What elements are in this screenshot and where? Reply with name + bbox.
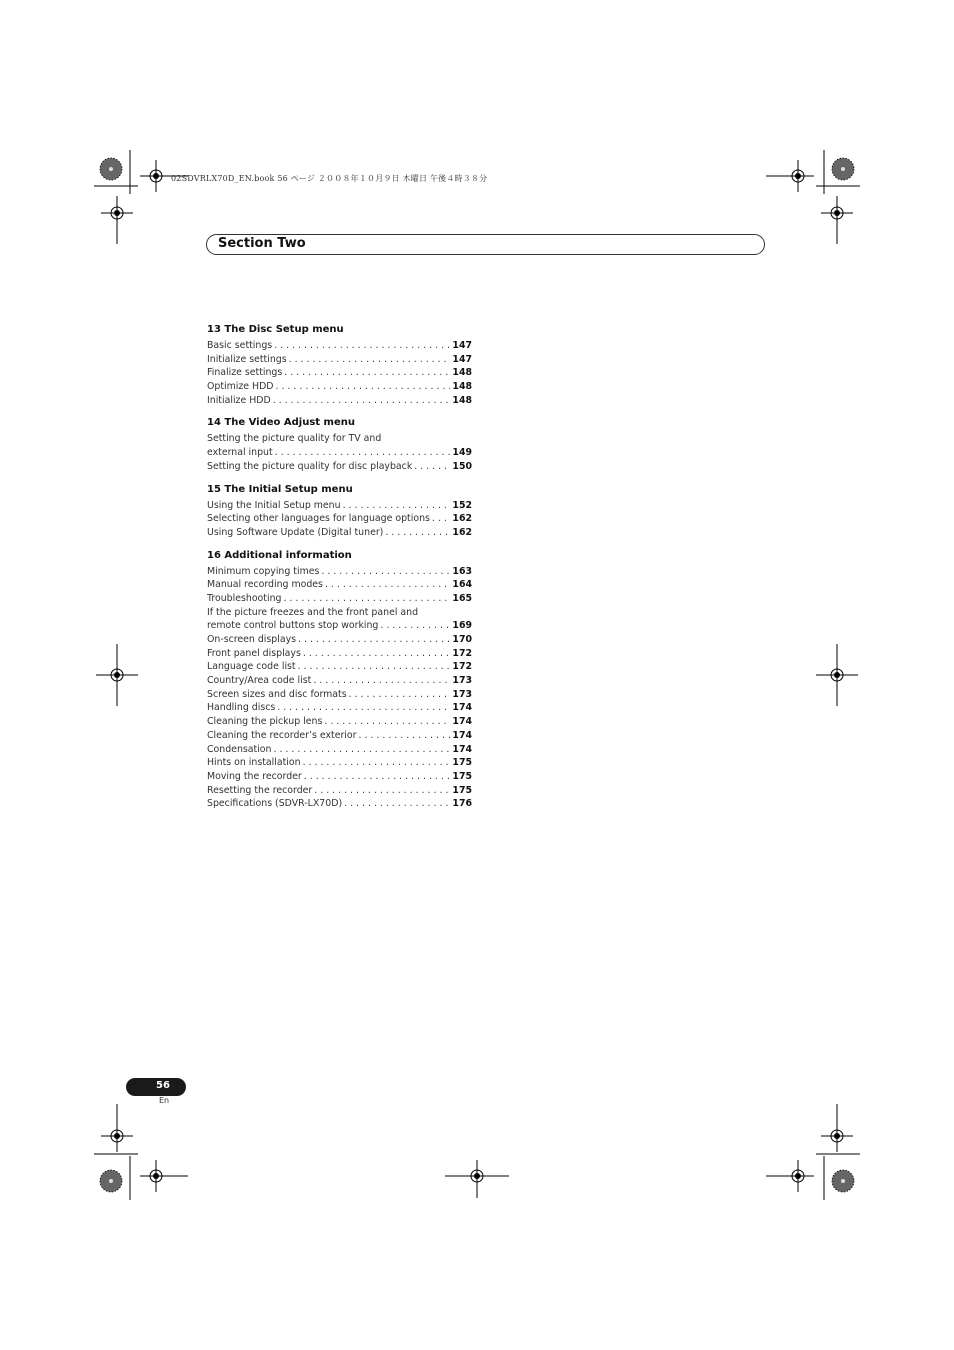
toc-entry-title: Initialize settings (207, 353, 287, 365)
toc-entry-title: Front panel displays (207, 647, 301, 659)
toc-entry-title: Cleaning the recorder’s exterior (207, 729, 357, 741)
toc-entry-title: Initialize HDD (207, 394, 271, 406)
toc-dot-leader (298, 660, 451, 674)
toc-entry-page: 149 (452, 447, 472, 459)
toc-entry-page: 175 (452, 784, 472, 796)
toc-entry-page: 162 (452, 526, 472, 538)
toc-entry[interactable] (207, 578, 472, 592)
toc-entry-page: 169 (452, 620, 472, 632)
toc-entry-page: 174 (452, 743, 472, 755)
toc-entry[interactable] (207, 394, 472, 408)
toc-entry[interactable] (207, 446, 472, 460)
toc-entry-title: Using the Initial Setup menu (207, 499, 341, 511)
toc-entry-page: 176 (452, 798, 472, 810)
toc-entry[interactable] (207, 756, 472, 770)
toc-entry[interactable] (207, 660, 472, 674)
toc-dot-leader (275, 446, 451, 460)
toc-section-heading: 15 The Initial Setup menu (207, 483, 353, 495)
toc-entry[interactable] (207, 460, 472, 474)
section-header-bar (206, 234, 765, 255)
toc-entry[interactable] (207, 366, 472, 380)
toc-dot-leader (298, 633, 450, 647)
toc-entry[interactable] (207, 674, 472, 688)
toc-entry-first-line: Setting the picture quality for TV and (207, 433, 382, 445)
toc-dot-leader (349, 688, 451, 702)
toc-entry-page: 163 (452, 565, 472, 577)
toc-entry[interactable] (207, 526, 472, 540)
toc-dot-leader (385, 526, 450, 540)
toc-dot-leader (274, 339, 450, 353)
toc-section (207, 415, 472, 473)
toc-entry[interactable] (207, 565, 472, 579)
toc-dot-leader (325, 578, 450, 592)
toc-dot-leader (313, 674, 450, 688)
toc-entry[interactable] (207, 512, 472, 526)
toc-entry-title: Condensation (207, 743, 272, 755)
toc-dot-leader (432, 512, 451, 526)
toc-section-heading: 16 Additional information (207, 549, 352, 561)
toc-entry-title: external input (207, 447, 273, 459)
toc-dot-leader (321, 565, 450, 579)
toc-dot-leader (324, 715, 450, 729)
toc-entry-title: Country/Area code list (207, 675, 312, 687)
toc-entry-page: 152 (452, 499, 472, 511)
toc-dot-leader (273, 743, 450, 757)
toc-entry-page: 148 (452, 381, 472, 393)
toc-entry-page: 147 (452, 340, 472, 351)
toc-entry-page: 174 (452, 729, 472, 741)
toc-dot-leader (273, 394, 451, 408)
toc-entry-page: 174 (452, 716, 472, 728)
toc-dot-leader (303, 647, 451, 661)
toc-entry-title: Setting the picture quality for disc playback (207, 460, 413, 472)
toc-entry-title: Resetting the recorder (207, 784, 313, 796)
toc-dot-leader (344, 797, 450, 811)
toc-entry-page: 164 (452, 579, 472, 591)
section-title: Section Two (218, 236, 306, 251)
toc-entry-page: 172 (452, 661, 472, 673)
toc-entry[interactable] (207, 380, 472, 394)
toc-entry-page: 174 (452, 702, 472, 714)
toc-entry-title: Moving the recorder (207, 770, 302, 782)
toc-dot-leader (380, 619, 450, 633)
toc-entry[interactable] (207, 743, 472, 757)
toc-entry[interactable] (207, 784, 472, 798)
toc-dot-leader (359, 729, 451, 743)
toc-entry-page: 175 (452, 770, 472, 782)
toc-section-heading: 14 The Video Adjust menu (207, 417, 355, 429)
toc-entry-title: Specifications (SDVR-LX70D) (207, 798, 343, 810)
toc-entry-title: Screen sizes and disc formats (207, 688, 347, 700)
toc-entry-title: Hints on installation (207, 757, 301, 769)
print-header-slug: 02SDVRLX70D_EN.book 56 ページ ２００８年１０月９日 木曜日 午後４時３８分 (171, 174, 488, 183)
toc-entry-title: remote control buttons stop working (207, 620, 379, 632)
page-number: 56 (156, 1080, 170, 1091)
toc-entry-page: 175 (452, 757, 472, 769)
page-number-tab (126, 1078, 186, 1096)
toc-entry-page: 147 (452, 353, 472, 365)
toc-entry[interactable] (207, 701, 472, 715)
toc-entry[interactable] (207, 688, 472, 702)
toc-dot-leader (276, 380, 451, 394)
toc-section (207, 548, 472, 811)
toc-entry[interactable] (207, 619, 472, 633)
toc-entry[interactable] (207, 729, 472, 743)
toc-entry-page: 170 (452, 634, 472, 645)
toc-entry[interactable] (207, 592, 472, 606)
toc-entry-page: 150 (452, 460, 472, 472)
toc-entry-page: 148 (452, 394, 472, 406)
toc-entry-title: Basic settings (207, 340, 273, 351)
toc-entry-title: Handling discs (207, 702, 276, 714)
table-of-contents (207, 322, 472, 819)
toc-dot-leader (284, 366, 450, 380)
toc-entry[interactable] (207, 647, 472, 661)
toc-dot-leader (314, 784, 450, 798)
toc-entry[interactable] (207, 715, 472, 729)
toc-entry-title: Minimum copying times (207, 565, 320, 577)
toc-dot-leader (343, 499, 451, 513)
toc-dot-leader (283, 592, 450, 606)
toc-entry[interactable] (207, 499, 472, 513)
toc-dot-leader (289, 353, 451, 367)
toc-entry-page: 173 (452, 675, 472, 687)
toc-entry-title: Optimize HDD (207, 381, 274, 393)
toc-section-heading: 13 The Disc Setup menu (207, 324, 344, 335)
toc-section (207, 482, 472, 540)
toc-entry-page: 165 (452, 592, 472, 604)
toc-entry[interactable] (207, 353, 472, 367)
toc-entry[interactable] (207, 339, 472, 353)
toc-entry[interactable] (207, 770, 472, 784)
toc-entry-page: 148 (452, 367, 472, 379)
toc-entry[interactable] (207, 633, 472, 647)
toc-entry-title: Finalize settings (207, 367, 283, 379)
toc-entry-page: 173 (452, 688, 472, 700)
toc-dot-leader (303, 756, 451, 770)
toc-dot-leader (277, 701, 450, 715)
toc-entry-title: Manual recording modes (207, 579, 323, 591)
toc-entry-title: Using Software Update (Digital tuner) (207, 526, 384, 538)
toc-entry-title: On-screen displays (207, 634, 297, 645)
toc-section (207, 322, 472, 407)
toc-dot-leader (414, 460, 450, 474)
toc-entry-title: Troubleshooting (207, 592, 282, 604)
toc-entry-title: Language code list (207, 661, 296, 673)
toc-entry-page: 162 (452, 513, 472, 525)
toc-entry-page: 172 (452, 647, 472, 659)
toc-entry-title: Cleaning the pickup lens (207, 716, 323, 728)
page-language: En (159, 1096, 170, 1105)
toc-entry-title: Selecting other languages for language options (207, 513, 430, 525)
toc-entry[interactable] (207, 797, 472, 811)
toc-dot-leader (304, 770, 451, 784)
toc-entry-first-line: If the picture freezes and the front panel and (207, 606, 419, 618)
